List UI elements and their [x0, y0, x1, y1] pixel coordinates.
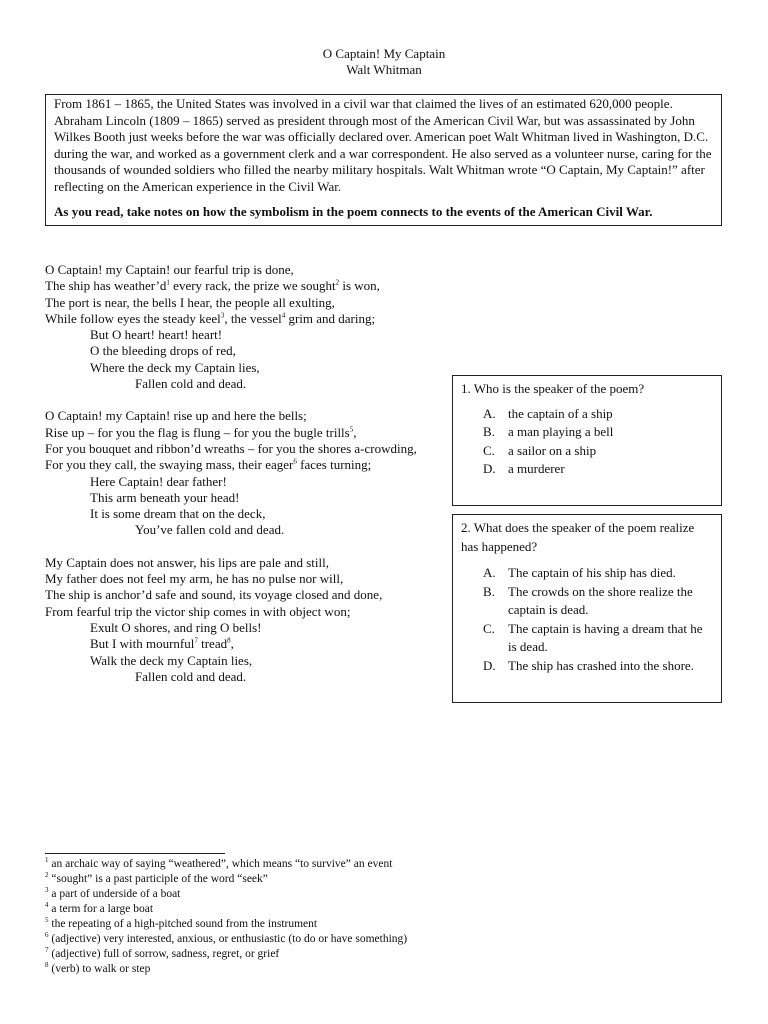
answer-option [461, 620, 713, 657]
question-text: 1. Who is the speaker of the poem? [461, 381, 645, 396]
option-letter: B. [483, 424, 495, 439]
answer-option [461, 460, 713, 479]
poem-line: Here Captain! dear father! [90, 473, 227, 489]
footnote-text: a term for a large boat [51, 903, 154, 915]
document-header [0, 46, 768, 78]
footnote-text: an archaic way of saying “weathered”, which means “to survive” an event [51, 858, 393, 870]
option-text: The ship has crashed into the shore. [508, 657, 694, 673]
poem-stanza [45, 555, 445, 685]
option-text: The captain of his ship has died. [508, 565, 676, 580]
poem-line: This arm beneath your head! [90, 489, 240, 505]
intro-box [45, 94, 722, 226]
answer-option [461, 657, 713, 676]
footnote-text: “sought” is a past participle of the word “seek” [51, 873, 268, 885]
footnote [45, 947, 745, 962]
question-box-1 [452, 375, 722, 506]
footnote-number: 6 [45, 931, 49, 940]
footnote-text: the repeating of a high-pitched sound from the instrument [51, 918, 318, 930]
answer-option [461, 564, 713, 583]
footnote [45, 872, 745, 887]
intro-paragraph: From 1861 – 1865, the United States was involved in a civil war that claimed the lives of an estimated 620,000 people. Abraham Lincoln (1809 – 1865) served as president through most of the American Civil War, but was assassinated by John Wilkes Booth just weeks before the war was officially declared over. American poet Walt Whitman lived in Washington, D.C. during the war, and worked as a government clerk and a war correspondent. He also served as a volunteer nurse, caring for the thousands of wounded soldiers who filled the nearby military hospitals. Walt Whitman wrote “O Captain, My Captain!” after reflecting on the American experience in the Civil War. [54, 96, 712, 194]
option-letter: C. [483, 620, 495, 636]
footnote-number: 7 [45, 946, 49, 955]
answer-option [461, 583, 713, 620]
footnote-ref: 8 [227, 636, 231, 645]
poem-stanza [45, 262, 445, 392]
poem-line: You’ve fallen cold and dead. [135, 522, 285, 538]
poem-line: The port is near, the bells I hear, the people all exulting, [45, 294, 335, 310]
poem-author: Walt Whitman [346, 62, 422, 77]
poem-line: But I with mournful$^7$ tread$^8$, [90, 636, 234, 652]
option-text: a murderer [508, 461, 565, 476]
option-letter: D. [483, 657, 496, 673]
option-letter: A. [483, 565, 496, 580]
footnote [45, 902, 745, 917]
footnote-number: 4 [45, 901, 49, 910]
poem-stanza [45, 408, 445, 538]
poem-line: My father does not feel my arm, he has no pulse nor will, [45, 571, 344, 587]
poem-line: But O heart! heart! heart! [90, 327, 223, 343]
option-text: a sailor on a ship [508, 442, 597, 458]
footnote-ref: 7 [194, 636, 198, 645]
footnote-divider [45, 853, 225, 854]
answer-option [461, 405, 713, 424]
footnote [45, 887, 745, 902]
footnote-text: (verb) to walk or step [51, 963, 151, 975]
answer-option [461, 442, 713, 461]
poem-line: My Captain does not answer, his lips are pale and still, [45, 554, 329, 570]
footnote-ref: 6 [293, 457, 297, 466]
option-letter: D. [483, 461, 496, 476]
footnotes [45, 857, 745, 977]
footnote-number: 1 [45, 856, 49, 865]
poem-line: Where the deck my Captain lies, [90, 359, 260, 375]
poem-line: Exult O shores, and ring O bells! [90, 619, 262, 635]
poem-line: Walk the deck my Captain lies, [90, 652, 253, 668]
footnote [45, 857, 745, 872]
option-text: a man playing a bell [508, 424, 614, 439]
poem-line: It is some dream that on the deck, [90, 506, 266, 522]
option-letter: C. [483, 442, 495, 458]
footnote-number: 3 [45, 886, 49, 895]
poem-line: Fallen cold and dead. [135, 668, 247, 684]
question-text: 2. What does the speaker of the poem realize has happened? [461, 520, 695, 554]
footnote [45, 932, 745, 947]
poem-line: For you they call, the swaying mass, their eager$^6$ faces turning; [45, 457, 372, 473]
option-letter: B. [483, 583, 495, 599]
footnote-ref: 4 [281, 311, 286, 320]
reading-instruction: As you read, take notes on how the symbolism in the poem connects to the events of the American Civil War. [54, 204, 653, 219]
footnote [45, 962, 745, 977]
footnote-text: (adjective) very interested, anxious, or enthusiastic (to do or have something) [51, 933, 408, 945]
footnote-ref: 2 [335, 278, 340, 287]
option-letter: A. [483, 405, 496, 421]
footnote-text: a part of underside of a boat [51, 888, 181, 900]
footnote-ref: 1 [166, 278, 170, 287]
poem-line: O the bleeding drops of red, [90, 343, 236, 359]
poem-line: From fearful trip the victor ship comes in with object won; [45, 603, 351, 619]
footnote-ref: 5 [349, 425, 354, 434]
footnote-text: (adjective) full of sorrow, sadness, regret, or grief [51, 948, 280, 960]
poem-title: O Captain! My Captain [322, 46, 446, 61]
footnote-number: 5 [45, 916, 49, 925]
poem-line: Fallen cold and dead. [135, 376, 247, 392]
poem-line: Rise up – for you the flag is flung – for you the bugle trills$^5$, [45, 424, 357, 440]
poem-line: O Captain! my Captain! our fearful trip is done, [45, 262, 294, 277]
poem-text [45, 262, 445, 701]
footnote-number: 2 [45, 871, 49, 880]
question-box-2 [452, 514, 722, 703]
footnote-ref: 3 [220, 311, 225, 320]
poem-line: The ship has $weather’d^1$ every rack, the prize we sought$^2$ is won, [45, 278, 380, 294]
footnote-number: 8 [45, 961, 49, 970]
footnote [45, 917, 745, 932]
option-text: the captain of a ship [508, 405, 613, 421]
answer-option [461, 423, 713, 442]
poem-line: While follow eyes the steady keel$^3$, the vessel$^4$ grim and daring; [45, 310, 376, 326]
option-text: The captain is having a dream that he is dead. [508, 620, 703, 654]
poem-line: For you bouquet and ribbon’d wreaths – for you the shores a-crowding, [45, 440, 417, 456]
option-text: The crowds on the shore realize the captain is dead. [508, 583, 693, 617]
poem-line: The ship is anchor’d safe and sound, its voyage closed and done, [45, 587, 383, 603]
poem-line: O Captain! my Captain! rise up and here the bells; [45, 408, 307, 424]
